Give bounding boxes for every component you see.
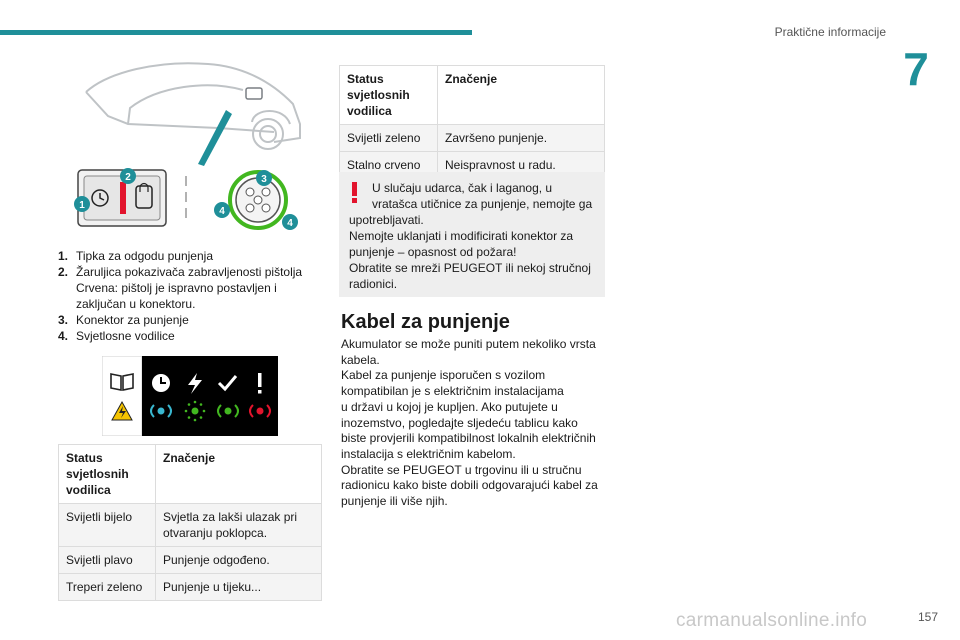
table-row: Stalno crveno Neispravnost u radu.: [340, 152, 605, 179]
warning-box: U slučaju udarca, čak i laganog, u vratašca utičnice za punjenje, nemojte ga upotrebljavati. Nemojte uklanjati i modificirati konektor za punjenje – opasnost od požara! Obratite se mreži PEUGEOT ili nekoj stručnoj radionici.: [339, 172, 605, 297]
page-header-title: Praktične informacije: [774, 25, 886, 39]
status-table-1: [58, 444, 322, 601]
header-accent-bar: [0, 30, 472, 35]
table-row: Svijetli plavo Punjenje odgođeno.: [59, 547, 322, 574]
table-header-status: Status svjetlosnih vodilica: [340, 66, 438, 125]
callout-1: 1: [79, 200, 85, 211]
section-body: Akumulator se može puniti putem nekoliko vrsta kabela. Kabel za punjenje isporučen s vozilom kompatibilan je s električnim instalacijama u državi u kojoj je kupljen. Ako putujete u inozemstvo, pogledajte sljedeću tablicu kako biste provjerili kompatibilnost lokalnih električnih instalacija s električnim kabelom. Obratite se PEUGEOT u trgovinu ili u stručnu radionicu kako biste dobili odgovarajući kabel za punjenje ili više njih.: [341, 337, 598, 509]
page-number: 157: [917, 610, 938, 624]
table-header-row: [59, 445, 322, 504]
car-outline-icon: [86, 63, 300, 149]
table-row: Svijetli zeleno Završeno punjenje.: [340, 125, 605, 152]
table-header-meaning: Značenje: [438, 66, 605, 125]
callout-2: 2: [125, 172, 131, 183]
callout-4: 4: [219, 206, 225, 217]
charging-socket-illustration: [68, 52, 308, 242]
pointer-arrow-icon: [198, 110, 232, 166]
table-header-meaning: Značenje: [156, 445, 322, 504]
callout-3: 3: [261, 174, 267, 185]
legend-item: 4. Svjetlosne vodilice: [58, 329, 175, 343]
charging-flap-icon: [246, 88, 262, 99]
legend-item: 1. Tipka za odgodu punjenja: [58, 249, 213, 263]
table-header-status: Status svjetlosnih vodilica: [59, 445, 156, 504]
status-table-2: [339, 65, 605, 179]
figure-legend: [58, 248, 318, 344]
callout-4b: 4: [287, 218, 293, 229]
table-header-row: [340, 66, 605, 125]
table-row: Treperi zeleno Punjenje u tijeku...: [59, 574, 322, 601]
section-title: Kabel za punjenje: [341, 311, 510, 333]
status-icon-panel: [102, 356, 278, 436]
chapter-number: 7: [903, 43, 929, 95]
table-row: Svijetli bijelo Svjetla za lakši ulazak pri otvaranju poklopca.: [59, 504, 322, 547]
exclamation-icon: [258, 373, 262, 394]
watermark: carmanualsonline.info: [676, 610, 868, 631]
clock-icon: [152, 374, 170, 392]
legend-item: 3. Konektor za punjenje: [58, 313, 189, 327]
legend-item: 2. Žaruljica pokazivača zabravljenosti pištolja Crvena: pištolj je ispravno postavljen i zaključan u konektoru.: [58, 265, 303, 311]
lock-indicator-lamp-icon: [120, 182, 126, 214]
warning-exclamation-icon: [351, 182, 359, 204]
